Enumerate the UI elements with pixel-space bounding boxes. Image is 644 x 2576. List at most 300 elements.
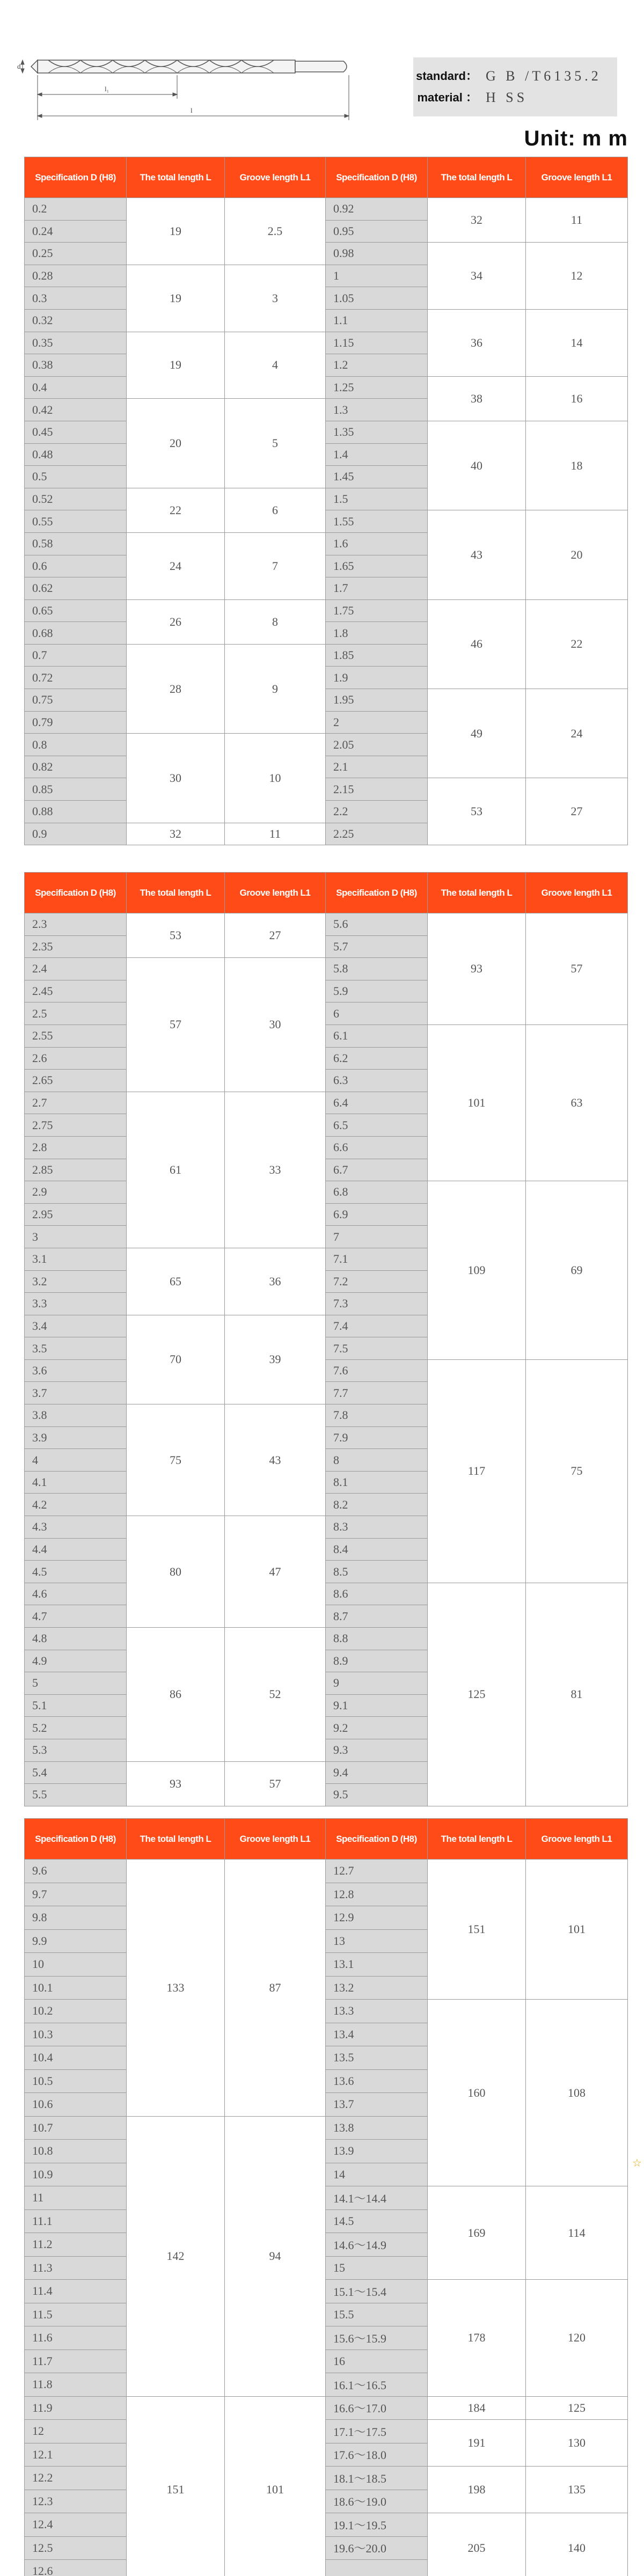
spec-cell: 1.85: [326, 644, 428, 667]
spec-cell: 9.2: [326, 1717, 428, 1739]
total-length-cell: 75: [127, 1404, 225, 1516]
spec-cell: 0.58: [25, 532, 127, 555]
spec-cell: 2.95: [25, 1203, 127, 1226]
spec-cell: 0.65: [25, 599, 127, 622]
spec-cell: 17.1～17.5: [326, 2420, 428, 2443]
spec-cell: 3: [25, 1226, 127, 1248]
groove-length-cell: 52: [225, 1628, 326, 1762]
spec-cell: 1.55: [326, 510, 428, 533]
spec-cell: 5: [25, 1672, 127, 1695]
total-length-cell: 80: [127, 1516, 225, 1628]
spec-cell: 10.8: [25, 2140, 127, 2163]
total-length-cell: 93: [127, 1761, 225, 1806]
spec-cell: 0.9: [25, 823, 127, 845]
standard-row: [413, 65, 617, 87]
spec-cell: 8.1: [326, 1471, 428, 1494]
header: [0, 0, 644, 156]
spec-cell: 0.62: [25, 577, 127, 600]
groove-length-cell: 57: [526, 913, 628, 1025]
spec-table-2: [24, 872, 628, 1806]
spec-cell: 12: [25, 2420, 127, 2443]
spec-cell: 8.7: [326, 1605, 428, 1628]
groove-length-cell: 47: [225, 1516, 326, 1628]
table-row: [25, 2186, 628, 2210]
spec-cell: 3.5: [25, 1337, 127, 1360]
column-header: Groove length L1: [526, 873, 628, 913]
table-row: [25, 376, 628, 399]
spec-cell: 5.2: [25, 1717, 127, 1739]
spec-cell: 5.3: [25, 1739, 127, 1761]
spec-cell: 0.55: [25, 510, 127, 533]
total-length-cell: 53: [127, 913, 225, 958]
total-length-cell: 46: [428, 599, 526, 689]
groove-length-cell: 140: [526, 2513, 628, 2576]
spec-cell: 9.9: [25, 1929, 127, 1953]
column-header: Specification D (H8): [25, 1819, 127, 1860]
spec-cell: 18.1～18.5: [326, 2467, 428, 2490]
spec-cell: 1.9: [326, 667, 428, 689]
spec-cell: 2.3: [25, 913, 127, 936]
column-header: Groove length L1: [225, 157, 326, 198]
spec-cell: 7.5: [326, 1337, 428, 1360]
spec-cell: 1.7: [326, 577, 428, 600]
groove-length-cell: 10: [225, 734, 326, 823]
spec-cell: 11.1: [25, 2209, 127, 2233]
unit-label: Unit: m m: [524, 127, 628, 150]
column-header: The total length L: [428, 873, 526, 913]
spec-cell: 0.92: [326, 198, 428, 221]
groove-length-cell: 20: [526, 510, 628, 599]
table-row: [25, 510, 628, 533]
spec-cell: 8: [326, 1449, 428, 1472]
groove-length-cell: 8: [225, 599, 326, 644]
groove-length-cell: 120: [526, 2280, 628, 2397]
table-row: [25, 2000, 628, 2023]
spec-cell: 12.8: [326, 1883, 428, 1906]
table-row: [25, 243, 628, 265]
spec-cell: 1.25: [326, 376, 428, 399]
spec-cell: 8.4: [326, 1538, 428, 1561]
spec-cell: 11.7: [25, 2350, 127, 2373]
spec-cell: 1.1: [326, 309, 428, 332]
star-icon: ☆: [632, 2157, 642, 2169]
groove-length-cell: 135: [526, 2467, 628, 2513]
spec-cell: 16.1～16.5: [326, 2373, 428, 2397]
groove-length-cell: 39: [225, 1315, 326, 1404]
total-length-cell: 169: [428, 2186, 526, 2280]
spec-cell: 1.15: [326, 332, 428, 354]
spec-cell: 4.3: [25, 1516, 127, 1539]
total-length-cell: 34: [428, 243, 526, 310]
table-row: [25, 2396, 628, 2420]
total-length-cell: 22: [127, 488, 225, 532]
spec-cell: 7.3: [326, 1293, 428, 1315]
spec-cell: 17.6～18.0: [326, 2443, 428, 2467]
spec-cell: 2.15: [326, 778, 428, 801]
spec-cell: 2.8: [25, 1136, 127, 1159]
spec-cell: 0.32: [25, 309, 127, 332]
spec-cell: 1.3: [326, 399, 428, 421]
spec-cell: 3.9: [25, 1426, 127, 1449]
spec-cell: 0.25: [25, 243, 127, 265]
table-row: [25, 2280, 628, 2303]
total-length-cell: 61: [127, 1092, 225, 1248]
material-row: [413, 87, 617, 108]
groove-length-cell: 33: [225, 1092, 326, 1248]
total-length-cell: 101: [428, 1024, 526, 1181]
spec-cell: 13.3: [326, 2000, 428, 2023]
spec-cell: 8.8: [326, 1628, 428, 1650]
spec-cell: 5.5: [25, 1784, 127, 1806]
spec-cell: 11.2: [25, 2233, 127, 2257]
spec-cell: 14.6～14.9: [326, 2233, 428, 2257]
spec-cell: 0.45: [25, 421, 127, 443]
groove-length-cell: 101: [225, 2396, 326, 2576]
spec-cell: 13.8: [326, 2116, 428, 2140]
spec-cell: 19.6～20.0: [326, 2536, 428, 2560]
table-row: [25, 1181, 628, 1204]
spec-cell: 12.9: [326, 1906, 428, 1930]
spec-cell: 11: [25, 2186, 127, 2210]
spec-cell: 2.55: [25, 1024, 127, 1047]
groove-length-cell: 94: [225, 2116, 326, 2396]
spec-cell: 18.6～19.0: [326, 2490, 428, 2513]
total-length-cell: 32: [127, 823, 225, 845]
groove-length-cell: 12: [526, 243, 628, 310]
groove-length-cell: 16: [526, 376, 628, 421]
spec-cell: 1.5: [326, 488, 428, 510]
groove-length-cell: 69: [526, 1181, 628, 1360]
spec-cell: 7: [326, 1226, 428, 1248]
table-row: [25, 778, 628, 801]
spec-cell: 7.2: [326, 1270, 428, 1293]
spec-info-box: [413, 57, 617, 116]
spec-cell: 6.1: [326, 1024, 428, 1047]
spec-cell: 0.5: [25, 466, 127, 488]
spec-cell: 0.82: [25, 756, 127, 778]
total-length-cell: 191: [428, 2420, 526, 2467]
spec-cell: 10.3: [25, 2023, 127, 2046]
spec-cell: 2.6: [25, 1047, 127, 1070]
spec-cell: 4: [25, 1449, 127, 1472]
spec-cell: 8.9: [326, 1650, 428, 1672]
spec-cell: 15.6～15.9: [326, 2326, 428, 2350]
groove-length-cell: 11: [526, 198, 628, 243]
table-row: [25, 1024, 628, 1047]
table-row: [25, 913, 628, 936]
groove-length-cell: 18: [526, 421, 628, 510]
total-length-cell: 198: [428, 2467, 526, 2513]
spec-cell: 5.6: [326, 913, 428, 936]
groove-length-cell: 114: [526, 2186, 628, 2280]
spec-cell: 6.7: [326, 1159, 428, 1181]
spec-cell: 4.1: [25, 1471, 127, 1494]
spec-cell: 1.35: [326, 421, 428, 443]
spec-cell: 0.98: [326, 243, 428, 265]
spec-cell: 7.1: [326, 1248, 428, 1270]
spec-cell: 16: [326, 2350, 428, 2373]
spec-cell: 8.6: [326, 1583, 428, 1605]
spec-cell: 10: [25, 1953, 127, 1977]
spec-cell: 5.7: [326, 935, 428, 958]
spec-cell: 7.6: [326, 1359, 428, 1382]
spec-cell: 0.4: [25, 376, 127, 399]
column-header: Specification D (H8): [326, 157, 428, 198]
total-length-cell: 86: [127, 1628, 225, 1762]
spec-cell: 0.85: [25, 778, 127, 801]
standard-value: G B /T6135.2: [486, 68, 602, 84]
spec-cell: 0.7: [25, 644, 127, 667]
spec-cell: 12.3: [25, 2490, 127, 2513]
groove-length-cell: 24: [526, 689, 628, 778]
spec-cell: 13.7: [326, 2093, 428, 2117]
spec-cell: [326, 2560, 428, 2576]
spec-cell: 13.5: [326, 2046, 428, 2070]
spec-cell: 4.2: [25, 1494, 127, 1516]
spec-cell: 2.25: [326, 823, 428, 845]
spec-cell: 7.4: [326, 1315, 428, 1337]
spec-cell: 6.6: [326, 1136, 428, 1159]
table-row: [25, 198, 628, 221]
spec-cell: 11.6: [25, 2326, 127, 2350]
spec-cell: 3.1: [25, 1248, 127, 1270]
spec-cell: 3.8: [25, 1404, 127, 1427]
spec-cell: 6.8: [326, 1181, 428, 1204]
groove-length-cell: 2.5: [225, 198, 326, 265]
spec-cell: 0.52: [25, 488, 127, 510]
total-length-cell: 125: [428, 1583, 526, 1806]
spec-cell: 2.2: [326, 801, 428, 823]
groove-length-cell: 11: [225, 823, 326, 845]
column-header: Groove length L1: [225, 1819, 326, 1860]
spec-cell: 2.9: [25, 1181, 127, 1204]
total-length-cell: 38: [428, 376, 526, 421]
spec-cell: 10.7: [25, 2116, 127, 2140]
total-length-cell: 28: [127, 644, 225, 733]
table-row: [25, 599, 628, 622]
groove-length-cell: 27: [526, 778, 628, 845]
spec-cell: 2.35: [25, 935, 127, 958]
spec-cell: 2: [326, 711, 428, 734]
total-length-cell: 30: [127, 734, 225, 823]
table-row: [25, 2420, 628, 2443]
spec-cell: 13.1: [326, 1953, 428, 1977]
spec-cell: 4.5: [25, 1561, 127, 1583]
spec-cell: 2.45: [25, 980, 127, 1002]
spec-cell: 0.42: [25, 399, 127, 421]
spec-cell: 13.4: [326, 2023, 428, 2046]
groove-length-cell: 125: [526, 2396, 628, 2420]
spec-cell: 15: [326, 2256, 428, 2280]
groove-length-cell: 57: [225, 1761, 326, 1806]
total-length-cell: 93: [428, 913, 526, 1025]
table-row: [25, 2513, 628, 2537]
total-length-cell: 205: [428, 2513, 526, 2576]
column-header: Specification D (H8): [326, 1819, 428, 1860]
total-length-cell: 24: [127, 532, 225, 599]
groove-length-cell: 6: [225, 488, 326, 532]
spec-cell: 6: [326, 1002, 428, 1025]
table-row: [25, 1583, 628, 1605]
label-l: l: [191, 106, 193, 114]
table-row: [25, 1860, 628, 1883]
column-header: The total length L: [127, 157, 225, 198]
spec-cell: 12.2: [25, 2467, 127, 2490]
spec-cell: 0.95: [326, 220, 428, 243]
spec-cell: 13: [326, 1929, 428, 1953]
material-value: H SS: [486, 90, 528, 105]
spec-cell: 10.9: [25, 2163, 127, 2186]
total-length-cell: 49: [428, 689, 526, 778]
spec-cell: 0.28: [25, 265, 127, 287]
total-length-cell: 36: [428, 309, 526, 376]
table-row: [25, 689, 628, 712]
spec-cell: 5.8: [326, 958, 428, 980]
spec-cell: 6.3: [326, 1070, 428, 1092]
table-row: [25, 421, 628, 443]
material-label: material ：: [417, 91, 478, 104]
spec-cell: 6.9: [326, 1203, 428, 1226]
spec-cell: 10.4: [25, 2046, 127, 2070]
spec-cell: 1: [326, 265, 428, 287]
spec-cell: 4.6: [25, 1583, 127, 1605]
column-header: Groove length L1: [526, 157, 628, 198]
groove-length-cell: 9: [225, 644, 326, 733]
spec-cell: 12.4: [25, 2513, 127, 2537]
groove-length-cell: 81: [526, 1583, 628, 1806]
spec-cell: 1.45: [326, 466, 428, 488]
spec-cell: 0.2: [25, 198, 127, 221]
total-length-cell: 142: [127, 2116, 225, 2396]
total-length-cell: 53: [428, 778, 526, 845]
spec-cell: 3.6: [25, 1359, 127, 1382]
spec-cell: 2.4: [25, 958, 127, 980]
spec-cell: 0.6: [25, 555, 127, 577]
spec-cell: 9.8: [25, 1906, 127, 1930]
column-header: Specification D (H8): [25, 873, 127, 913]
spec-cell: 9.5: [326, 1784, 428, 1806]
column-header: Groove length L1: [225, 873, 326, 913]
spec-cell: 5.4: [25, 1761, 127, 1784]
spec-cell: 4.4: [25, 1538, 127, 1561]
column-header: The total length L: [428, 1819, 526, 1860]
spec-cell: 15.5: [326, 2303, 428, 2326]
spec-cell: 16.6～17.0: [326, 2396, 428, 2420]
column-header: Specification D (H8): [25, 157, 127, 198]
spec-cell: 19.1～19.5: [326, 2513, 428, 2537]
spec-cell: 3.4: [25, 1315, 127, 1337]
spec-cell: 12.7: [326, 1860, 428, 1883]
spec-cell: 3.3: [25, 1293, 127, 1315]
spec-cell: 14.5: [326, 2209, 428, 2233]
spec-cell: 11.9: [25, 2396, 127, 2420]
drill-drawing: [16, 45, 370, 126]
total-length-cell: 26: [127, 599, 225, 644]
groove-length-cell: 22: [526, 599, 628, 689]
spec-cell: 1.2: [326, 354, 428, 377]
spec-cell: 9.3: [326, 1739, 428, 1761]
table-row: [25, 309, 628, 332]
groove-length-cell: 5: [225, 399, 326, 488]
groove-length-cell: 87: [225, 1860, 326, 2117]
spec-cell: 0.88: [25, 801, 127, 823]
spec-cell: 9: [326, 1672, 428, 1695]
spec-cell: 2.5: [25, 1002, 127, 1025]
spec-cell: 12.1: [25, 2443, 127, 2467]
spec-cell: 13.2: [326, 1976, 428, 2000]
spec-cell: 13.6: [326, 2069, 428, 2093]
spec-cell: 11.8: [25, 2373, 127, 2397]
spec-cell: 9.1: [326, 1694, 428, 1717]
spec-cell: 2.75: [25, 1114, 127, 1137]
label-d: d: [17, 62, 21, 70]
spec-cell: 3.7: [25, 1382, 127, 1404]
column-header: The total length L: [428, 157, 526, 198]
spec-cell: 9.4: [326, 1761, 428, 1784]
spec-cell: 10.5: [25, 2069, 127, 2093]
spec-cell: 0.68: [25, 622, 127, 645]
spec-cell: 0.72: [25, 667, 127, 689]
groove-length-cell: 75: [526, 1359, 628, 1583]
table-row: [25, 2467, 628, 2490]
spec-cell: 0.35: [25, 332, 127, 354]
total-length-cell: 133: [127, 1860, 225, 2117]
groove-length-cell: 101: [526, 1860, 628, 2000]
spec-cell: 0.8: [25, 734, 127, 756]
total-length-cell: 160: [428, 2000, 526, 2186]
standard-label: standard：: [416, 69, 478, 83]
spec-cell: 10.1: [25, 1976, 127, 2000]
spec-cell: 1.4: [326, 443, 428, 466]
spec-cell: 0.48: [25, 443, 127, 466]
spec-cell: 8.2: [326, 1494, 428, 1516]
groove-length-cell: 36: [225, 1248, 326, 1315]
total-length-cell: 43: [428, 510, 526, 599]
spec-cell: 15.1～15.4: [326, 2280, 428, 2303]
spec-cell: 1.95: [326, 689, 428, 712]
spec-cell: 9.6: [25, 1860, 127, 1883]
spec-cell: 13.9: [326, 2140, 428, 2163]
spec-cell: 0.3: [25, 287, 127, 310]
total-length-cell: 20: [127, 399, 225, 488]
total-length-cell: 70: [127, 1315, 225, 1404]
spec-cell: 6.2: [326, 1047, 428, 1070]
spec-cell: 1.05: [326, 287, 428, 310]
spec-cell: 1.6: [326, 532, 428, 555]
spec-cell: 1.65: [326, 555, 428, 577]
spec-table-1: [24, 157, 628, 845]
total-length-cell: 19: [127, 198, 225, 265]
spec-cell: 4.9: [25, 1650, 127, 1672]
spec-cell: 6.5: [326, 1114, 428, 1137]
spec-cell: 2.7: [25, 1092, 127, 1114]
groove-length-cell: 130: [526, 2420, 628, 2467]
total-length-cell: 65: [127, 1248, 225, 1315]
spec-cell: 12.6: [25, 2560, 127, 2576]
spec-cell: 7.9: [326, 1426, 428, 1449]
groove-length-cell: 108: [526, 2000, 628, 2186]
spec-cell: 9.7: [25, 1883, 127, 1906]
spec-cell: 14: [326, 2163, 428, 2186]
spec-cell: 10.2: [25, 2000, 127, 2023]
total-length-cell: 178: [428, 2280, 526, 2397]
spec-cell: 6.4: [326, 1092, 428, 1114]
spec-cell: 4.7: [25, 1605, 127, 1628]
spec-cell: 0.38: [25, 354, 127, 377]
total-length-cell: 19: [127, 265, 225, 332]
spec-cell: 11.4: [25, 2280, 127, 2303]
total-length-cell: 32: [428, 198, 526, 243]
